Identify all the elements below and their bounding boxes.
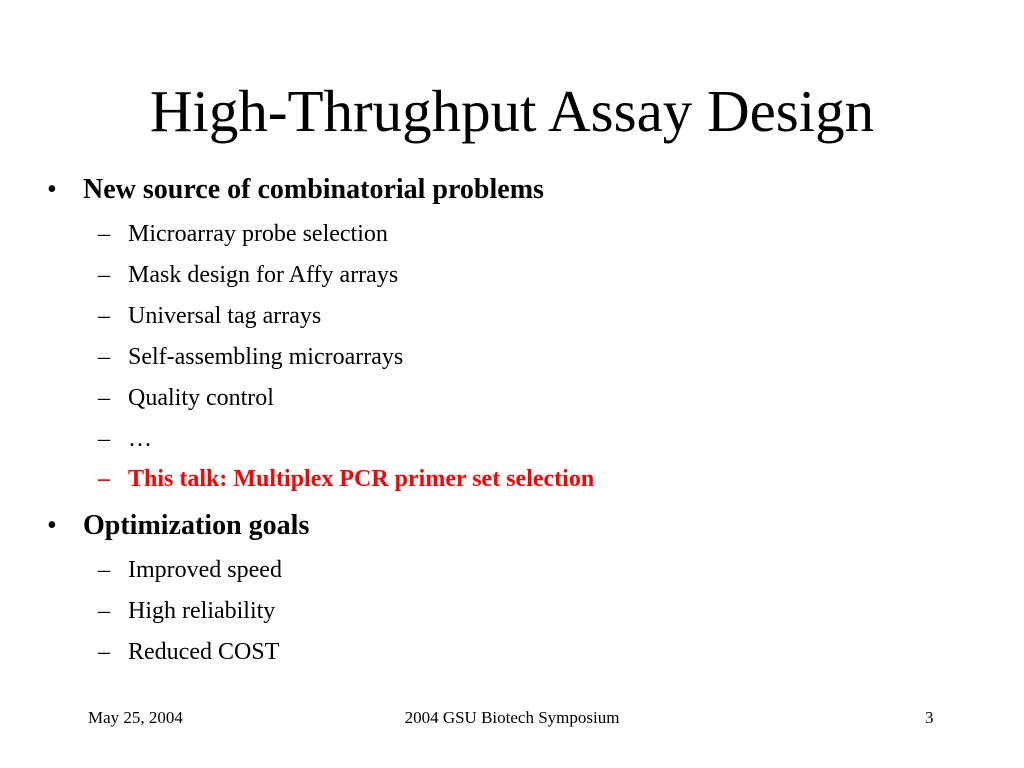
sub-text: Reduced COST <box>128 639 280 665</box>
sub-text: Mask design for Affy arrays <box>128 262 399 288</box>
sub-mark: – <box>98 426 110 452</box>
sub-mark: – <box>98 557 110 583</box>
sub-text: Improved speed <box>128 557 282 583</box>
footer-event: 2004 GSU Biotech Symposium <box>404 708 620 727</box>
bullet-text: Optimization goals <box>83 510 310 541</box>
slide-title: High-Thrughput Assay Design <box>149 78 875 144</box>
footer-date: May 25, 2004 <box>88 708 183 727</box>
sub-text: Universal tag arrays <box>128 303 322 329</box>
bullet-mark: • <box>47 510 57 541</box>
sub-text: … <box>128 426 152 452</box>
sub-text: High reliability <box>128 598 276 624</box>
bullet-text: New source of combinatorial problems <box>83 174 544 205</box>
sub-mark: – <box>98 385 110 411</box>
sub-mark: – <box>98 303 110 329</box>
sub-text: Quality control <box>128 385 274 411</box>
sub-text: This talk: Multiplex PCR primer set selection <box>128 466 595 492</box>
sub-mark: – <box>98 221 110 247</box>
sub-mark: – <box>98 598 110 624</box>
sub-mark: – <box>98 344 110 370</box>
bullet-mark: • <box>47 174 57 205</box>
sub-mark: – <box>98 639 110 665</box>
sub-text: Microarray probe selection <box>128 221 388 247</box>
sub-mark: – <box>98 262 110 288</box>
sub-text: Self-assembling microarrays <box>128 344 404 370</box>
footer-page-number: 3 <box>925 708 934 727</box>
sub-mark: – <box>98 466 110 492</box>
